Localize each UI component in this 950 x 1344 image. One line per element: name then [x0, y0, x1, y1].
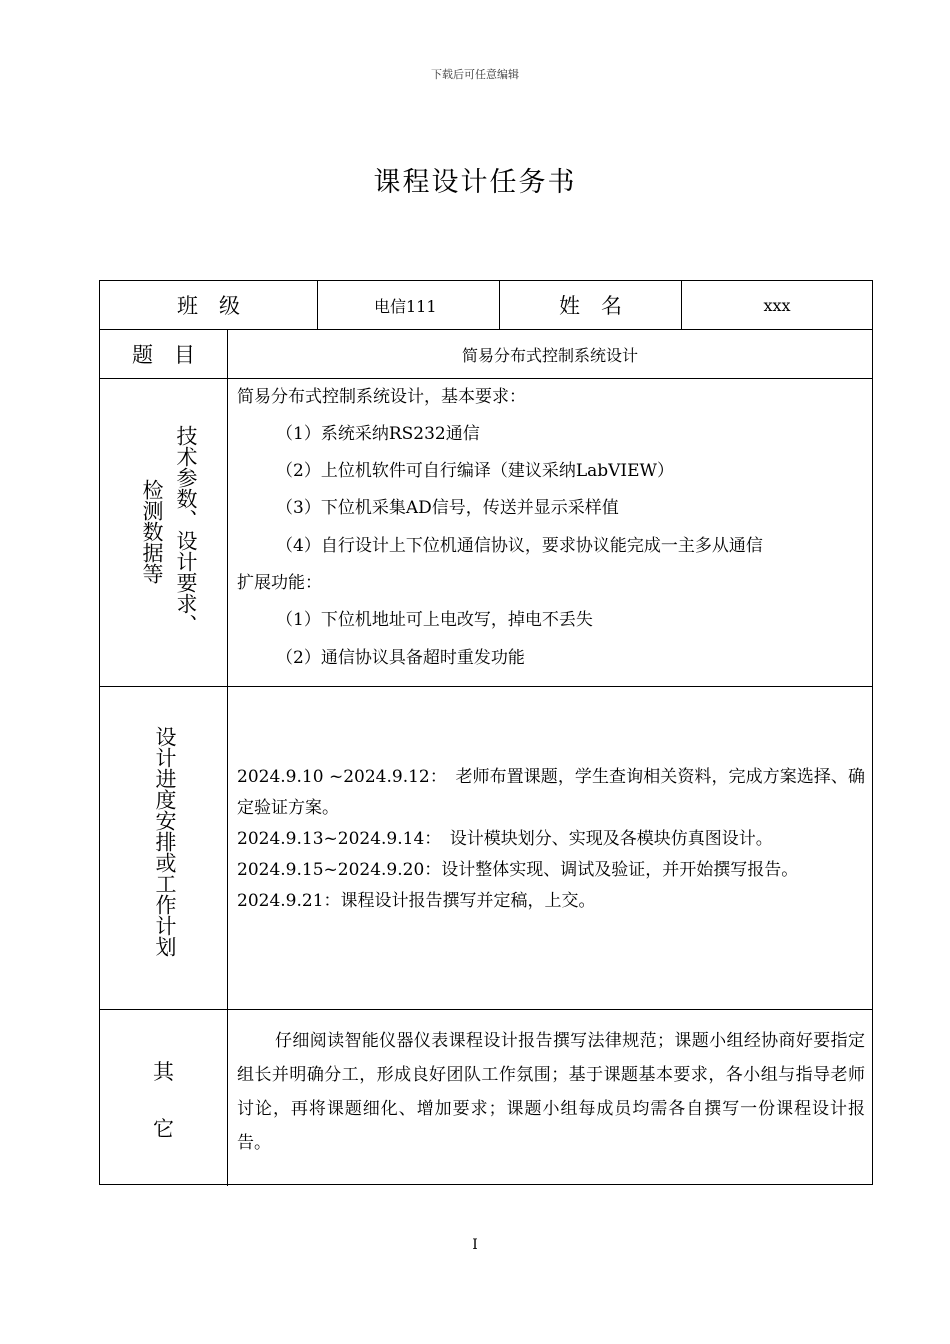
tech-params-label-col2: 检测数据等 — [140, 479, 164, 584]
requirement-item: （3）下位机采集AD信号，传送并显示采样值 — [276, 498, 619, 518]
row-divider — [100, 686, 872, 687]
requirement-item: （1）系统采纳RS232通信 — [276, 424, 480, 444]
document-title: 课程设计任务书 — [373, 167, 577, 198]
extension-item: （1）下位机地址可上电改写，掉电不丢失 — [276, 610, 593, 630]
requirement-item: （4）自行设计上下位机通信协议，要求协议能完成一主多从通信 — [276, 536, 763, 556]
class-value: 电信111 — [374, 296, 437, 316]
topic-value: 简易分布式控制系统设计 — [461, 345, 638, 365]
extension-heading: 扩展功能： — [237, 573, 322, 593]
requirement-item: （2）上位机软件可自行编译（建议采纳LabVIEW） — [276, 461, 674, 481]
other-notes: 仔细阅读智能仪器仪表课程设计报告撰写法律规范；课题小组经协商好要指定组长并明确分工，形成良好团队工作氛围；基于课题基本要求，各小组与指导老师讨论，再将课题细化、增加要求；课题小组每成员均需各自撰写一份课程设计报告。 — [237, 1031, 865, 1153]
task-form-table — [99, 280, 873, 1185]
header-note: 下载后可任意编辑 — [431, 68, 519, 81]
topic-label: 题 目 — [132, 343, 195, 367]
tech-params-label-col1: 技术参数、设计要求、 — [174, 425, 198, 635]
page-number: I — [472, 1237, 478, 1253]
row-divider — [100, 1009, 872, 1010]
col-divider — [227, 329, 228, 1186]
class-label: 班 级 — [177, 294, 240, 318]
other-label-top: 其 — [153, 1060, 174, 1084]
requirements-intro: 简易分布式控制系统设计，基本要求： — [237, 387, 526, 407]
extension-item: （2）通信协议具备超时重发功能 — [276, 648, 525, 668]
schedule-item: 2024.9.21：课程设计报告撰写并定稿，上交。 — [237, 891, 596, 911]
schedule-list — [237, 762, 865, 917]
name-label: 姓 名 — [559, 294, 622, 318]
other-label-bottom: 它 — [153, 1117, 174, 1141]
schedule-label: 设计进度安排或工作计划 — [153, 726, 177, 957]
schedule-item: 2024.9.13~2024.9.14： 设计模块划分、实现及各模块仿真图设计。 — [237, 829, 773, 849]
name-value: xxx — [763, 295, 791, 315]
schedule-item: 2024.9.10 ~2024.9.12： 老师布置课题，学生查询相关资料，完成方案选择、确定验证方案。 — [237, 767, 865, 818]
schedule-item: 2024.9.15~2024.9.20：设计整体实现、调试及验证，并开始撰写报告。 — [237, 860, 799, 880]
